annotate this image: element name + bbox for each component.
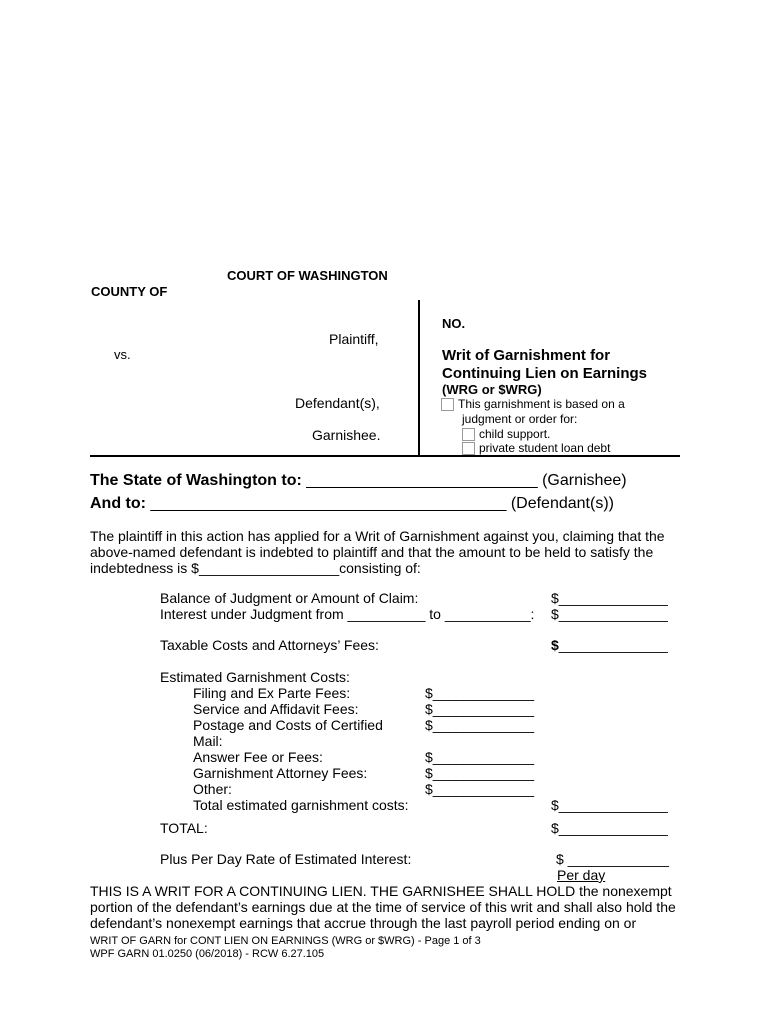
defendant-blank[interactable]: ________________________________________ bbox=[150, 495, 507, 512]
interest-value[interactable]: $______________ bbox=[551, 606, 668, 622]
form-title-line3: (WRG or $WRG) bbox=[442, 382, 542, 397]
checkbox-child-support-row[interactable] bbox=[462, 427, 550, 441]
per-day-value[interactable]: $ _____________ bbox=[556, 851, 669, 867]
total-label: TOTAL: bbox=[160, 820, 208, 836]
taxable-label: Taxable Costs and Attorneys’ Fees: bbox=[160, 637, 379, 653]
state-line bbox=[90, 472, 627, 490]
balance-label: Balance of Judgment or Amount of Claim: bbox=[160, 590, 419, 606]
lien-line-1: THIS IS A WRIT FOR A CONTINUING LIEN. THE GARNISHEE SHALL HOLD the nonexempt bbox=[90, 883, 672, 899]
per-day-label: Plus Per Day Rate of Estimated Interest: bbox=[160, 851, 412, 867]
interest-label: Interest under Judgment from __________ to ___________: bbox=[160, 606, 535, 622]
and-to-line bbox=[90, 495, 614, 513]
total-estimated-label: Total estimated garnishment costs: bbox=[193, 797, 409, 813]
caption-vertical-divider bbox=[418, 300, 420, 457]
answer-fee-label: Answer Fee or Fees: bbox=[193, 749, 323, 765]
student-loan-checkbox[interactable] bbox=[462, 442, 475, 455]
court-title: COURT OF WASHINGTON bbox=[227, 268, 388, 283]
filing-value[interactable]: $_____________ bbox=[425, 685, 535, 701]
judgment-checkbox[interactable] bbox=[441, 398, 454, 411]
state-label: The State of Washington to: bbox=[90, 472, 302, 489]
footer-form-number: WPF GARN 01.0250 (06/2018) - RCW 6.27.105 bbox=[90, 948, 325, 960]
taxable-dollar: $ bbox=[551, 637, 559, 653]
taxable-value[interactable] bbox=[551, 637, 668, 653]
garnishee-suffix: (Garnishee) bbox=[542, 472, 627, 489]
defendants-label: Defendant(s), bbox=[295, 395, 380, 411]
and-to-label: And to: bbox=[90, 495, 146, 512]
lien-line-2: portion of the defendant’s earnings due at the time of service of this writ and shall also hold the bbox=[90, 899, 676, 915]
filing-label: Filing and Ex Parte Fees: bbox=[193, 685, 351, 701]
attorney-fee-label: Garnishment Attorney Fees: bbox=[193, 765, 368, 781]
total-estimated-value[interactable]: $______________ bbox=[551, 797, 668, 813]
checkbox-student-loan-row[interactable] bbox=[462, 441, 610, 455]
attorney-fee-value[interactable]: $_____________ bbox=[425, 765, 535, 781]
footer-form-title: WRIT OF GARN for CONT LIEN ON EARNINGS (WRG or $WRG) - Page 1 of 3 bbox=[90, 935, 481, 947]
service-label: Service and Affidavit Fees: bbox=[193, 701, 359, 717]
intro-line-2: above-named defendant is indebted to plaintiff and that the amount to be held to satisfy the bbox=[90, 544, 654, 560]
total-value[interactable]: $______________ bbox=[551, 820, 668, 836]
postage-label-cont: Mail: bbox=[193, 733, 223, 749]
caption-left-underline bbox=[90, 455, 420, 457]
county-label: COUNTY OF bbox=[91, 284, 168, 299]
form-title-line1: Writ of Garnishment for bbox=[442, 347, 611, 364]
balance-value[interactable]: $______________ bbox=[551, 590, 668, 606]
form-title-line2: Continuing Lien on Earnings bbox=[442, 365, 647, 382]
lien-line-3: defendant’s nonexempt earnings that accrue through the last payroll period ending on or bbox=[90, 915, 637, 931]
estimated-costs-header: Estimated Garnishment Costs: bbox=[160, 669, 350, 685]
child-support-label: child support. bbox=[479, 427, 551, 441]
judgment-checkbox-label-cont: judgment or order for: bbox=[462, 412, 578, 426]
service-value[interactable]: $_____________ bbox=[425, 701, 535, 717]
answer-fee-value[interactable]: $_____________ bbox=[425, 749, 535, 765]
child-support-checkbox[interactable] bbox=[462, 428, 475, 441]
checkbox-judgment-row[interactable] bbox=[441, 397, 625, 411]
vs-label: vs. bbox=[114, 347, 131, 362]
defendant-suffix: (Defendant(s)) bbox=[510, 495, 614, 512]
intro-line-1: The plaintiff in this action has applied for a Writ of Garnishment against you, claiming that the bbox=[90, 528, 665, 544]
student-loan-label: private student loan debt bbox=[479, 441, 611, 455]
postage-value[interactable]: $_____________ bbox=[425, 717, 535, 733]
postage-label: Postage and Costs of Certified bbox=[193, 717, 383, 733]
per-day-unit: Per day bbox=[557, 867, 606, 883]
taxable-blank[interactable]: ______________ bbox=[558, 637, 668, 653]
judgment-checkbox-label: This garnishment is based on a bbox=[458, 397, 625, 411]
other-value[interactable]: $_____________ bbox=[425, 781, 535, 797]
intro-line-3: indebtedness is $__________________consisting of: bbox=[90, 560, 421, 576]
case-number-label: NO. bbox=[442, 316, 466, 331]
plaintiff-label: Plaintiff, bbox=[329, 331, 379, 347]
garnishee-blank[interactable]: __________________________ bbox=[306, 472, 538, 489]
garnishee-label: Garnishee. bbox=[312, 427, 381, 443]
other-label: Other: bbox=[193, 781, 232, 797]
